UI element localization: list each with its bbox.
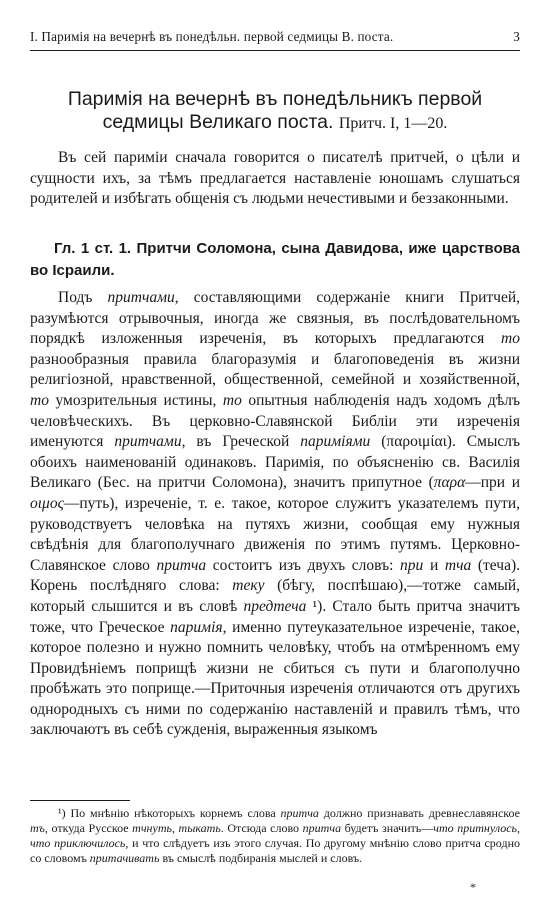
intro-text: Въ сей паримiи сначала говорится о писателѣ притчей, о цѣли и сущности ихъ, за тѣмъ предлагается наставленiе юношамъ слушаться родителей и избѣгать общенiя съ людьми нечестивыми и беззаконными. — [30, 149, 520, 207]
section-heading — [30, 238, 520, 282]
footnote-rule — [30, 800, 130, 801]
title-main: Паримія на вечернѣ въ понедѣльникъ первой седмицы Великаго поста. — [67, 88, 483, 133]
signature-mark: * — [470, 880, 476, 894]
section-ref: Гл. 1 ст. 1. — [54, 240, 132, 257]
running-header — [30, 29, 520, 45]
body-text: Подъ притчами, составляющими содержанiе книги Притчей, разумѣются отрывочныя, иногда же связныя, въ послѣдовательномъ порядкѣ изложенныя изреченiя, въ которыхъ предлагаются то разнообразныя правила благоразумiя и благоповеденiя въ жизни религiозной, нравственной, общественной, семейной и хозяйственной, то умозрительныя истины, то опытныя наблюденiя надъ ходомъ дѣлъ человѣческихъ. Въ церковно-Славянской Библiи эти изреченiя именуются притчами, въ Греческой паримiями (παροιμίαι). Смыслъ обоихъ наименованiй одинаковъ. Паримiя, по объясненiю св. Василiя Великаго (Бес. на притчи Соломона), значитъ припутное (παρα—при и οιμος—путь), изреченiе, т. е. такое, которое служитъ указателемъ пути, руководствуетъ человѣка на путяхъ жизни, сообщая ему нужныя свѣдѣнiя для благополучнаго движенiя по этимъ путямъ. Церковно-Славянское слово притча состоитъ изъ двухъ словъ: при и тча (теча). Корень послѣдняго слова: теку (бѣгу, поспѣшаю),—тотже самый, который слышится и въ словѣ предтеча ¹). Стало быть притча значитъ тоже, что Греческое паримiя, именно путеуказательное изреченiе, такое, которое полезно и нужно помнить человѣку, чтобъ на отмѣренномъ ему Провидѣнiемъ поприщѣ жизни не сбиться съ пути и благополучно пробѣжать это поприще.—Приточныя изреченiя отличаются отъ другихъ однородныхъ съ ними по содержанiю наставленiй и правилъ тѣмъ, что заключаютъ въ себѣ сужденiя, выраженныя языкомъ — [30, 289, 521, 739]
page-number: 3 — [513, 29, 520, 44]
footnote — [30, 806, 520, 866]
body-paragraph — [30, 288, 520, 741]
title-reference: Притч. I, 1—20. — [338, 115, 448, 132]
page-title — [30, 88, 520, 135]
header-rule — [30, 50, 520, 51]
section-text: Притчи Соломона, сына Давидова, иже царствова во Iсраили. — [30, 240, 520, 279]
intro-paragraph — [30, 148, 520, 210]
footnote-text: ¹) По мнѣнiю нѣкоторыхъ корнемъ слова притча должно признавать древнеславянское тъ, откуда Русское тчнуть, тыкать. Отсюда слово притча будетъ значить—что притнулось, что приключилось, и что слѣдуетъ изъ этого случая. По другому мнѣнiю слово притча сродно со словомъ притачивать въ смыслѣ подбиранiя мыслей и словъ. — [30, 806, 520, 865]
running-title: I. Паримія на вечернѣ въ понедѣльн. первой седмицы В. поста. — [30, 29, 394, 44]
